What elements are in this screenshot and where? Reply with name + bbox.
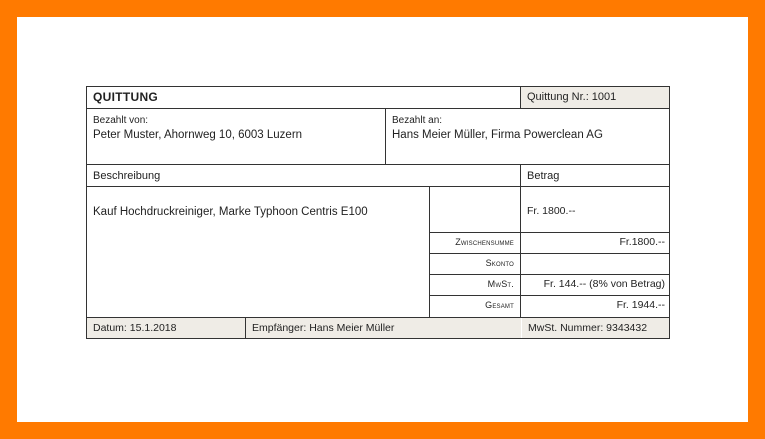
paid-to-label: Bezahlt an:	[392, 115, 443, 126]
vat-label: MwSt.	[487, 279, 514, 289]
vat-number-field: MwSt. Nummer: 9343432	[522, 318, 669, 338]
divider	[429, 295, 669, 296]
amount-value: Fr. 1800.--	[527, 205, 576, 217]
discount-label: Skonto	[485, 258, 514, 268]
divider	[87, 164, 669, 165]
discount-value	[523, 257, 665, 271]
divider	[520, 87, 521, 108]
divider	[429, 232, 669, 233]
paid-by-label: Bezahlt von:	[93, 115, 149, 126]
description-header: Beschreibung	[93, 170, 161, 182]
divider	[87, 108, 669, 109]
total-value: Fr. 1944.--	[616, 299, 665, 311]
paid-by-value: Peter Muster, Ahornweg 10, 6003 Luzern	[93, 129, 303, 141]
paid-to-value: Hans Meier Müller, Firma Powerclean AG	[392, 129, 603, 141]
divider	[429, 274, 669, 275]
subtotal-value: Fr.1800.--	[619, 236, 665, 248]
divider	[87, 317, 669, 318]
divider	[429, 253, 669, 254]
receipt-title: QUITTUNG	[93, 90, 159, 104]
divider	[385, 108, 386, 164]
description-value: Kauf Hochdruckreiniger, Marke Typhoon Centris E100	[93, 206, 368, 218]
total-label: Gesamt	[485, 300, 514, 310]
date-field: Datum: 15.1.2018	[87, 318, 245, 338]
divider	[87, 186, 669, 187]
divider	[245, 317, 246, 338]
amount-header: Betrag	[527, 170, 560, 182]
recipient-field: Empfänger: Hans Meier Müller	[246, 318, 521, 338]
divider	[429, 186, 430, 318]
subtotal-label: Zwischensumme	[455, 237, 514, 247]
receipt-form	[86, 86, 670, 339]
vat-value: Fr. 144.-- (8% von Betrag)	[543, 278, 665, 290]
receipt-number: Quittung Nr.: 1001	[521, 87, 669, 108]
